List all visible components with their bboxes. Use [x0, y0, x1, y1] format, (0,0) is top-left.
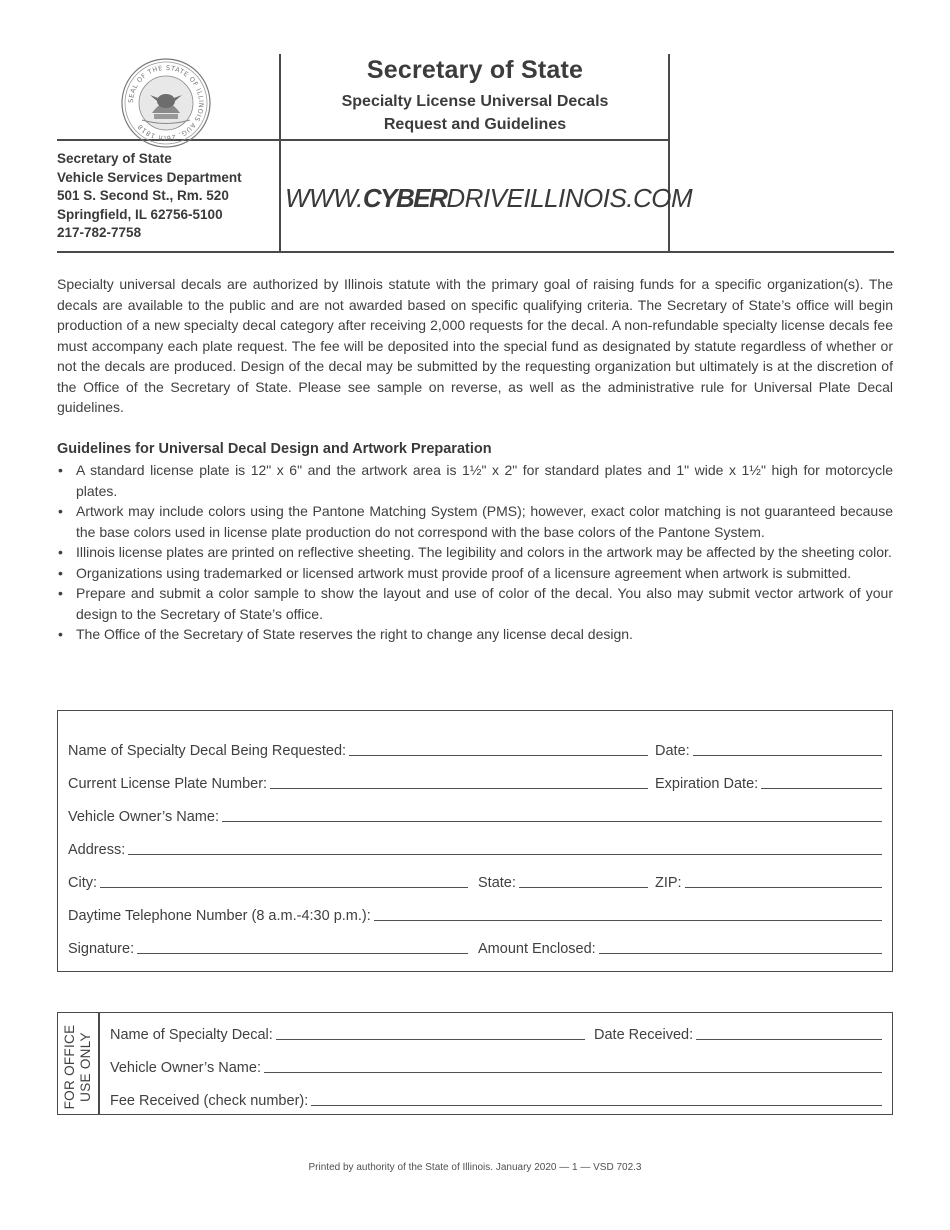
zip-field[interactable]: [655, 871, 882, 891]
address-line: Springfield, IL 62756-5100: [57, 206, 223, 222]
page-title: Secretary of State: [366, 56, 584, 84]
city-label: City:: [68, 875, 97, 891]
zip-label: ZIP:: [655, 875, 682, 891]
guidelines-list: [57, 460, 893, 645]
plate-number-label: Current License Plate Number:: [68, 776, 268, 792]
date-label: Date:: [655, 743, 690, 759]
date-received-line[interactable]: [696, 1025, 882, 1040]
address-line: 217-782-7758: [57, 225, 142, 240]
page-subtitle-line2: Request and Guidelines: [383, 116, 567, 133]
guideline-item: • Illinois license plates are printed on reflective sheeting. The legibility and colors in the artwork may be affected by the sheeting color.: [57, 542, 893, 563]
office-label-line2: USE ONLY: [78, 1032, 93, 1102]
decal-name-line[interactable]: [349, 741, 648, 756]
footer-text: Printed by authority of the State of Illinois. January 2020 — 1 — VSD 702.3: [308, 1162, 642, 1173]
date-received-field[interactable]: [594, 1023, 882, 1043]
state-field[interactable]: [478, 871, 648, 891]
zip-line[interactable]: [685, 873, 882, 888]
city-line[interactable]: [100, 873, 468, 888]
signature-line[interactable]: [137, 939, 468, 954]
guideline-item: • Prepare and submit a color sample to show the layout and use of color of the decal. You also may submit vector artwork of your design to the Secretary of State’s office.: [57, 583, 893, 624]
office-use-label: [53, 1024, 103, 1110]
office-owner-name-field[interactable]: [110, 1056, 882, 1076]
amount-line[interactable]: [599, 939, 882, 954]
owner-name-field[interactable]: [68, 805, 882, 825]
office-decal-name-line[interactable]: [276, 1025, 585, 1040]
plate-number-field[interactable]: [68, 772, 648, 792]
amount-field[interactable]: [478, 937, 882, 957]
guideline-item: • Organizations using trademarked or licensed artwork must provide proof of a licensure agreement when artwork is submitted.: [57, 563, 893, 584]
address-line: Secretary of State: [57, 151, 172, 166]
decal-name-label: Name of Specialty Decal Being Requested:: [68, 743, 347, 759]
website-brand: CYBER: [362, 183, 447, 213]
date-line[interactable]: [693, 741, 882, 756]
state-label: State:: [478, 875, 516, 891]
owner-name-label: Vehicle Owner’s Name:: [68, 809, 219, 825]
expiration-date-label: Expiration Date:: [655, 776, 759, 792]
amount-label: Amount Enclosed:: [478, 941, 596, 957]
office-decal-name-field[interactable]: [110, 1023, 585, 1043]
state-line[interactable]: [519, 873, 648, 888]
phone-field[interactable]: [68, 904, 882, 924]
office-owner-name-line[interactable]: [264, 1058, 882, 1073]
signature-field[interactable]: [68, 937, 468, 957]
state-seal-logo: [120, 57, 212, 149]
header-divider-middle: [279, 139, 669, 141]
address-label: Address:: [68, 842, 126, 858]
phone-line[interactable]: [374, 906, 882, 921]
department-address: [57, 150, 242, 243]
header-bottom-rule: [57, 251, 894, 253]
svg-text:SEAL OF THE STATE OF ILLINOIS: SEAL OF THE STATE OF ILLINOIS AUG. 26th 1818: [126, 63, 206, 143]
office-label-line1: FOR OFFICE: [62, 1024, 77, 1110]
expiration-date-field[interactable]: [655, 772, 882, 792]
address-line: 501 S. Second St., Rm. 520: [57, 188, 229, 203]
phone-label: Daytime Telephone Number (8 a.m.-4:30 p.m.):: [68, 908, 371, 924]
guideline-item: • Artwork may include colors using the Pantone Matching System (PMS); however, exact color matching is not guaranteed because the base colors used in license plate production do not correspond with the base colors of the Pantone System.: [57, 501, 893, 542]
address-line: Vehicle Services Department: [57, 169, 242, 185]
signature-label: Signature:: [68, 941, 135, 957]
address-field[interactable]: [68, 838, 882, 858]
office-owner-name-label: Vehicle Owner’s Name:: [110, 1060, 261, 1076]
decal-name-field[interactable]: [68, 739, 648, 759]
intro-paragraph: Specialty universal decals are authorized by Illinois statute with the primary goal of raising funds for a specific organization(s). The decals are available to the public and are not awarded based on specific qualifying criteria. The Secretary of State’s office will begin production of a new specialty decal category after receiving 2,000 requests for the decal. A non-refundable specialty license decals fee must accompany each plate request. The fee will be deposited into the special fund as designated by statute regardless of whether or not the decals are produced. Design of the decal may be submitted by the requesting organization but ultimately is at the discretion of the Office of the Secretary of State. Please see sample on reverse, as well as the administrative rule for Universal Plate Decal guidelines.: [57, 276, 893, 415]
page-subtitle-line1: Specialty License Universal Decals: [341, 93, 609, 110]
guideline-item: • A standard license plate is 12" x 6" and the artwork area is 1½" x 2" for standard plates and 1" wide x 1½" high for motorcycle plates.: [57, 460, 893, 501]
website-suffix: DRIVEILLINOIS.COM: [446, 183, 693, 213]
guideline-item: • The Office of the Secretary of State reserves the right to change any license decal design.: [57, 624, 893, 645]
plate-number-line[interactable]: [270, 774, 648, 789]
fee-received-label: Fee Received (check number):: [110, 1093, 309, 1109]
office-decal-name-label: Name of Specialty Decal:: [110, 1027, 273, 1043]
expiration-date-line[interactable]: [761, 774, 882, 789]
owner-name-line[interactable]: [222, 807, 882, 822]
date-received-label: Date Received:: [594, 1027, 694, 1043]
website-prefix: WWW.: [285, 183, 363, 213]
fee-received-line[interactable]: [311, 1091, 882, 1106]
guidelines-heading: Guidelines for Universal Decal Design and Artwork Preparation: [57, 441, 492, 457]
fee-received-field[interactable]: [110, 1089, 882, 1109]
date-field[interactable]: [655, 739, 882, 759]
address-line[interactable]: [128, 840, 882, 855]
website-url: [285, 183, 692, 214]
city-field[interactable]: [68, 871, 468, 891]
